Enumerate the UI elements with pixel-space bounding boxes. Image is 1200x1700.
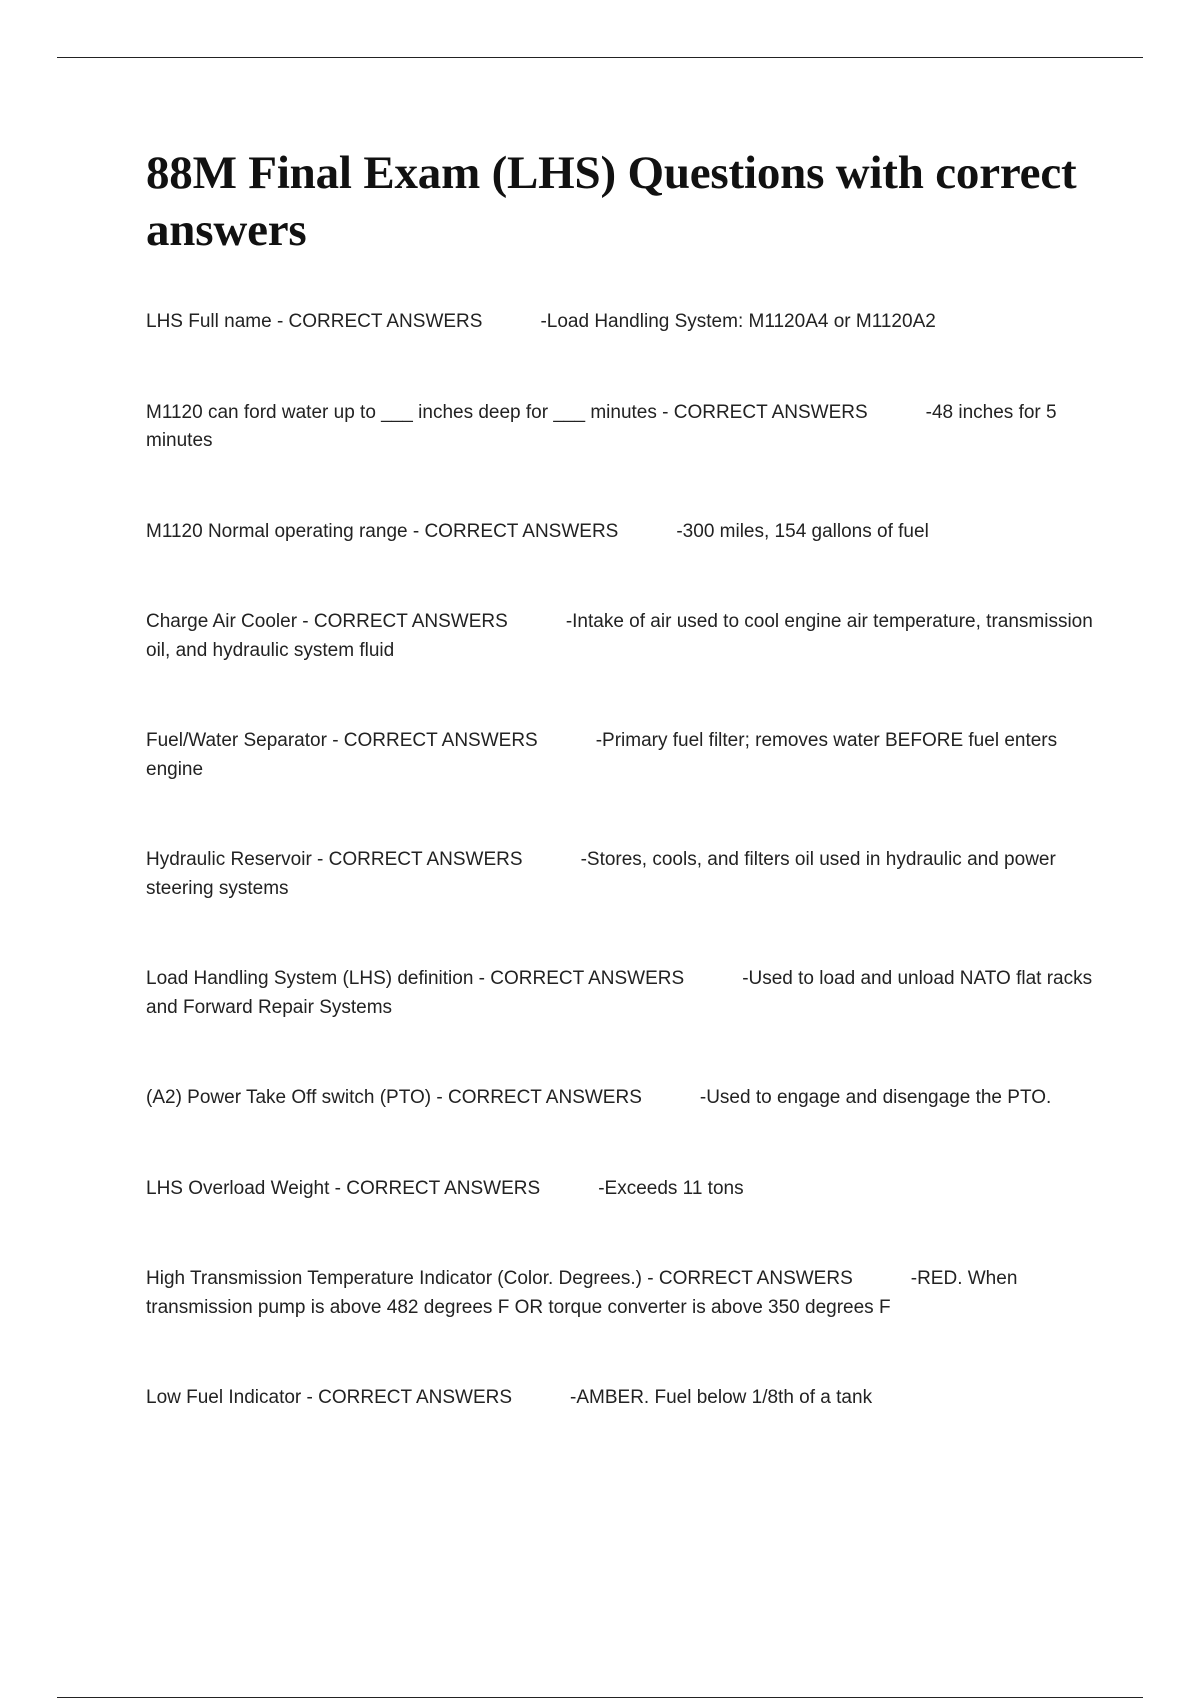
question-text: Low Fuel Indicator - CORRECT ANSWERS bbox=[146, 1387, 513, 1408]
document-page bbox=[146, 145, 1096, 1413]
qa-item bbox=[146, 1384, 1096, 1413]
answer-text: -48 inches for 5 minutes bbox=[146, 401, 1057, 451]
question-text: M1120 can ford water up to ___ inches deep for ___ minutes - CORRECT ANSWERS bbox=[146, 401, 868, 423]
question-text: High Transmission Temperature Indicator (Color. Degrees.) - CORRECT ANSWERS bbox=[146, 1268, 853, 1289]
question-text: Fuel/Water Separator - CORRECT ANSWERS bbox=[146, 730, 538, 751]
answer-text: -Exceeds 11 tons bbox=[598, 1177, 744, 1199]
answer-text: -300 miles, 154 gallons of fuel bbox=[676, 520, 929, 542]
qa-item bbox=[146, 308, 1096, 337]
qa-item bbox=[146, 846, 1096, 903]
answer-text: -Primary fuel filter; removes water BEFORE fuel enters engine bbox=[146, 730, 1058, 780]
bottom-divider bbox=[57, 1697, 1143, 1698]
qa-item bbox=[146, 399, 1096, 456]
answer-text: -RED. When transmission pump is above 482 degrees F OR torque converter is above 350 degrees F bbox=[146, 1268, 1018, 1318]
qa-item bbox=[146, 608, 1096, 665]
question-text: LHS Full name - CORRECT ANSWERS bbox=[146, 311, 483, 332]
qa-item bbox=[146, 518, 1096, 547]
qa-item bbox=[146, 1175, 1096, 1204]
answer-text: -AMBER. Fuel below 1/8th of a tank bbox=[570, 1387, 873, 1408]
question-text: LHS Overload Weight - CORRECT ANSWERS bbox=[146, 1177, 541, 1199]
qa-item bbox=[146, 727, 1096, 784]
qa-item bbox=[146, 1265, 1096, 1322]
answer-text: -Used to load and unload NATO flat racks and Forward Repair Systems bbox=[146, 968, 1093, 1018]
question-text: Load Handling System (LHS) definition - CORRECT ANSWERS bbox=[146, 968, 685, 989]
question-text: Charge Air Cooler - CORRECT ANSWERS bbox=[146, 611, 508, 632]
answer-text: -Stores, cools, and filters oil used in hydraulic and power steering systems bbox=[146, 849, 1056, 899]
qa-item bbox=[146, 1084, 1096, 1113]
document-title: 88M Final Exam (LHS) Questions with correct answers bbox=[146, 147, 1077, 256]
question-text: M1120 Normal operating range - CORRECT ANSWERS bbox=[146, 520, 619, 542]
answer-text: -Used to engage and disengage the PTO. bbox=[699, 1087, 1052, 1108]
answer-text: -Intake of air used to cool engine air temperature, transmission oil, and hydraulic system fluid bbox=[146, 611, 1093, 661]
question-text: Hydraulic Reservoir - CORRECT ANSWERS bbox=[146, 849, 523, 870]
qa-item bbox=[146, 965, 1096, 1022]
qa-list bbox=[146, 308, 1096, 1413]
answer-text: -Load Handling System: M1120A4 or M1120A2 bbox=[540, 311, 936, 332]
top-divider bbox=[57, 57, 1143, 58]
question-text: (A2) Power Take Off switch (PTO) - CORRECT ANSWERS bbox=[146, 1087, 642, 1108]
